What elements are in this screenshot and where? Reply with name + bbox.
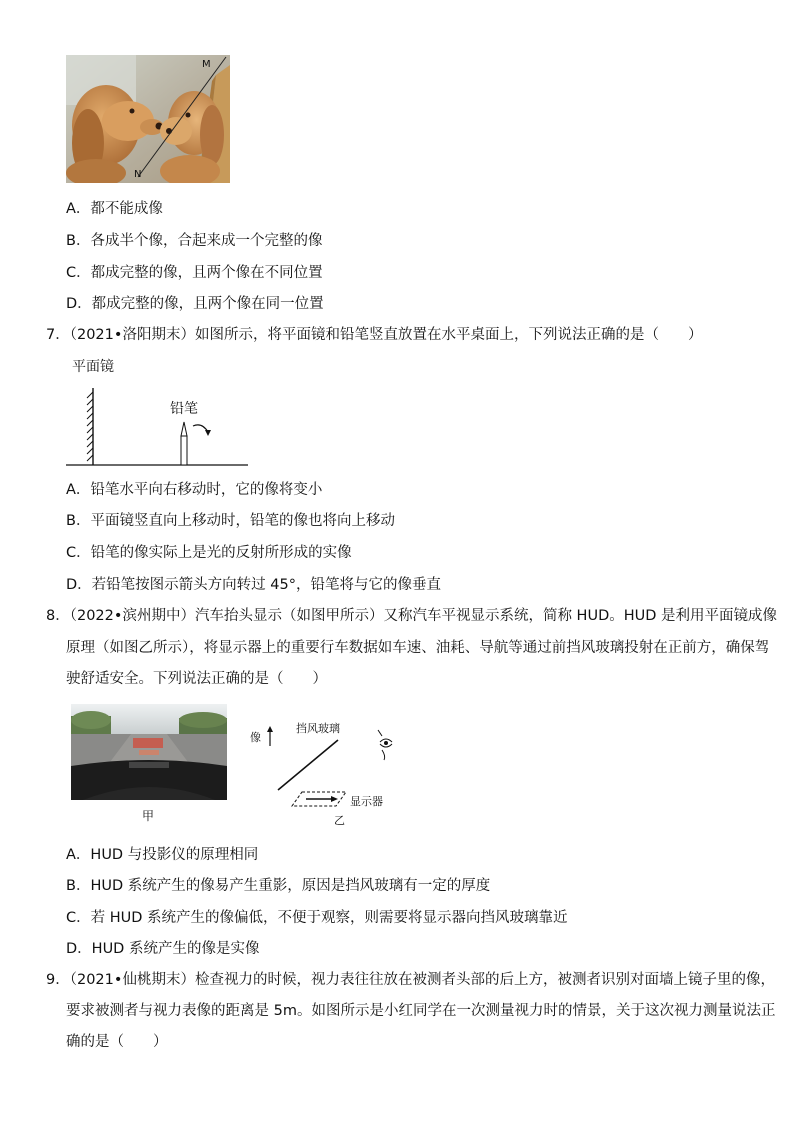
q8-option-b: B．HUD 系统产生的像易产生重影，原因是挡风玻璃有一定的厚度 xyxy=(66,878,491,894)
label-m: M xyxy=(202,59,211,70)
image-label: 像 xyxy=(250,731,261,744)
q9-stem-line-2: 要求被测者与视力表像的距离是 5m。如图所示是小红同学在一次测量视力时的情景，关于这次视力测量说法正 xyxy=(66,1003,776,1019)
photo-caption-jia: 甲 xyxy=(142,809,155,823)
dog-mirror-photo xyxy=(66,55,230,183)
q7-stem xyxy=(46,325,702,345)
q8-option-c: C．若 HUD 系统产生的像偏低，不便于观察，则需要将显示器向挡风玻璃靠近 xyxy=(66,910,568,926)
q7-stem-text: 如图所示，将平面镜和铅笔竖直放置在水平桌面上，下列说法正确的是（ ） xyxy=(194,327,703,343)
display-label: 显示器 xyxy=(350,795,383,808)
q7-option-d: D．若铅笔按图示箭头方向转过 45°，铅笔将与它的像垂直 xyxy=(66,577,441,593)
q6-option-a: A．都不能成像 xyxy=(66,201,163,217)
q8-stem-line-3: 驶舒适安全。下列说法正确的是（ ） xyxy=(66,671,327,687)
q8-source: （2022•滨州期中） xyxy=(69,608,195,624)
hud-car-photo xyxy=(71,704,227,800)
q7-number: 7． xyxy=(46,327,70,343)
mirror-label: 平面镜 xyxy=(72,359,114,375)
q7-source: （2021•洛阳期末） xyxy=(69,327,195,343)
q7-option-a: A．铅笔水平向右移动时，它的像将变小 xyxy=(66,482,323,498)
q8-option-a: A．HUD 与投影仪的原理相同 xyxy=(66,847,259,863)
q8-stem-line-2: 原理（如图乙所示），将显示器上的重要行车数据如车速、油耗、导航等通过前挡风玻璃投射在正前方，确保驾 xyxy=(66,640,770,656)
label-n: N xyxy=(134,169,142,180)
q9-stem-line-3: 确的是（ ） xyxy=(66,1034,168,1050)
diagram-caption-yi: 乙 xyxy=(334,814,345,827)
pencil-label: 铅笔 xyxy=(170,401,198,417)
q8-stem-line-1 xyxy=(46,606,777,626)
q9-stem-line-1 xyxy=(46,970,775,990)
q9-stem-text-1: 检查视力的时候，视力表往往放在被测者头部的后上方，被测者识别对面墙上镜子里的像， xyxy=(194,972,775,988)
q6-option-b: B．各成半个像，合起来成一个完整的像 xyxy=(66,233,323,249)
q9-number: 9． xyxy=(46,972,70,988)
q6-option-c: C．都成完整的像，且两个像在不同位置 xyxy=(66,265,323,281)
q6-option-d: D．都成完整的像，且两个像在同一位置 xyxy=(66,296,324,312)
mirror-pencil-diagram xyxy=(62,352,254,470)
windshield-label: 挡风玻璃 xyxy=(296,722,340,735)
q7-option-c: C．铅笔的像实际上是光的反射所形成的实像 xyxy=(66,545,352,561)
q7-option-b: B．平面镜竖直向上移动时，铅笔的像也将向上移动 xyxy=(66,513,395,529)
q9-source: （2021•仙桃期末） xyxy=(69,972,195,988)
q8-number: 8． xyxy=(46,608,70,624)
hud-diagram xyxy=(246,716,416,828)
q8-option-d: D．HUD 系统产生的像是实像 xyxy=(66,941,260,957)
q8-stem-text-1: 汽车抬头显示（如图甲所示）又称汽车平视显示系统，简称 HUD。HUD 是利用平面镜成像 xyxy=(194,608,778,624)
